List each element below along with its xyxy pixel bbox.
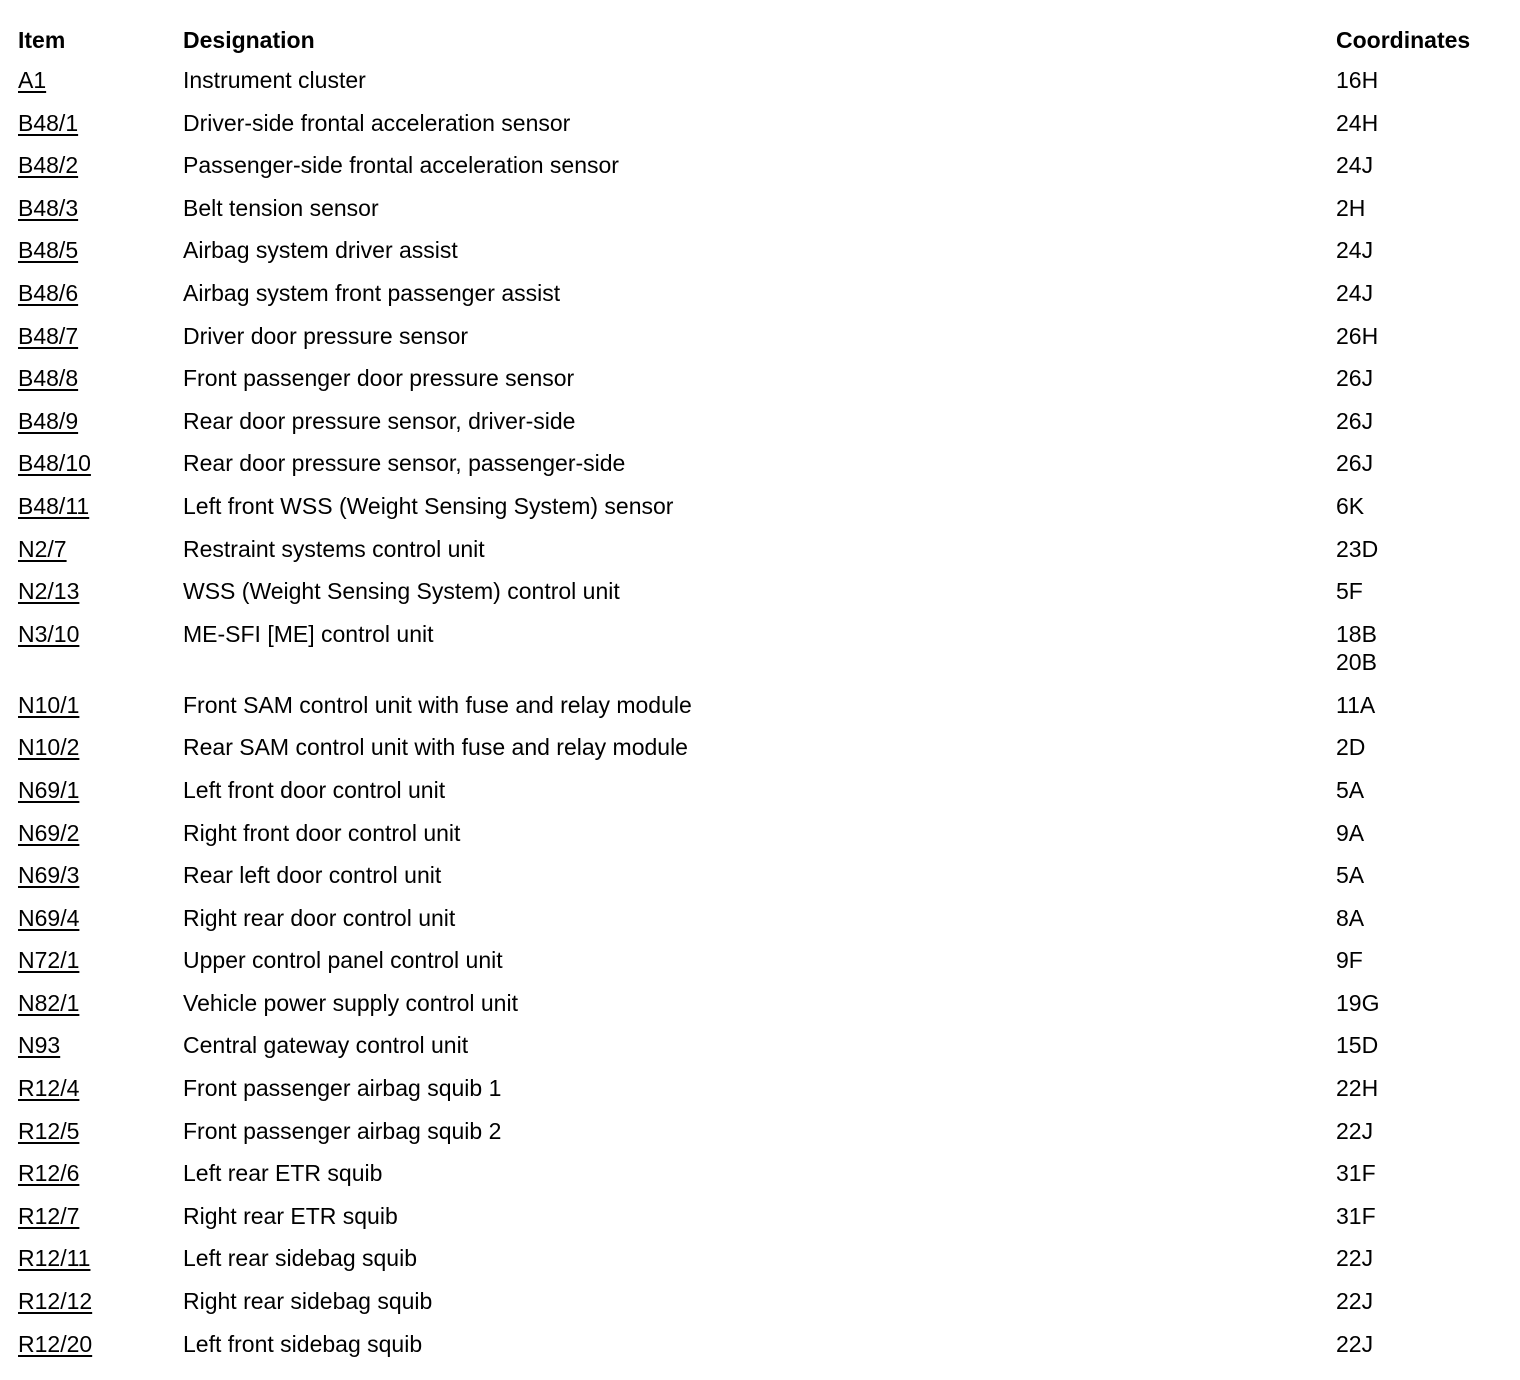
- item-cell: [18, 1155, 79, 1191]
- item-link[interactable]: N10/2: [18, 734, 80, 761]
- coordinates-cell: [1336, 687, 1375, 719]
- item-link[interactable]: A1: [18, 67, 47, 93]
- coordinate-value: 26J: [1336, 407, 1374, 434]
- item-link[interactable]: B48/9: [18, 407, 79, 434]
- designation-cell: Rear door pressure sensor, passenger-side: [183, 450, 626, 477]
- item-link[interactable]: N69/4: [18, 904, 80, 931]
- coordinates-cell: [1336, 573, 1363, 605]
- coordinate-value: 22J: [1336, 1288, 1374, 1315]
- table-row: [18, 942, 1498, 985]
- designation-cell: Driver door pressure sensor: [183, 322, 469, 349]
- item-cell: [18, 1027, 60, 1063]
- item-cell: [18, 1326, 92, 1362]
- coordinates-cell: [1336, 360, 1373, 392]
- table-row: [18, 1198, 1498, 1241]
- coordinate-value: 9A: [1336, 819, 1365, 846]
- coordinate-value: 31F: [1336, 1202, 1376, 1229]
- coordinates-cell: [1336, 488, 1364, 520]
- coordinates-cell: [1336, 531, 1378, 563]
- header-coordinates: Coordinates: [1336, 27, 1471, 53]
- item-link[interactable]: R12/20: [18, 1330, 93, 1357]
- coordinate-value: 22J: [1336, 1330, 1374, 1357]
- item-link[interactable]: N82/1: [18, 989, 80, 1016]
- coordinates-cell: [1336, 985, 1379, 1017]
- item-cell: [18, 1113, 79, 1149]
- table-row: [18, 815, 1498, 858]
- item-link[interactable]: N69/3: [18, 862, 80, 889]
- designation-cell: Airbag system front passenger assist: [183, 279, 561, 306]
- coordinates-cell: [1336, 403, 1373, 435]
- coordinate-value: 24H: [1336, 109, 1379, 136]
- item-link[interactable]: B48/1: [18, 109, 79, 136]
- header-designation: Designation: [183, 27, 315, 53]
- item-cell: [18, 616, 79, 652]
- table-row: [18, 1326, 1498, 1369]
- item-link[interactable]: R12/5: [18, 1117, 80, 1144]
- item-cell: [18, 62, 46, 98]
- table-row: [18, 318, 1498, 361]
- coordinates-cell: [1336, 1198, 1376, 1230]
- coordinate-value: 31F: [1336, 1160, 1376, 1187]
- item-cell: [18, 105, 78, 141]
- table-row: [18, 857, 1498, 900]
- table-row: [18, 403, 1498, 446]
- designation-cell: Central gateway control unit: [183, 1032, 469, 1059]
- coordinate-value: 20B: [1336, 648, 1377, 675]
- coordinates-cell: [1336, 942, 1363, 974]
- coordinates-cell: [1336, 729, 1365, 761]
- designation-cell: Right rear sidebag squib: [183, 1288, 433, 1315]
- coordinate-value: 6K: [1336, 492, 1365, 519]
- designation-cell: Airbag system driver assist: [183, 237, 458, 264]
- table-row: [18, 1155, 1498, 1198]
- item-link[interactable]: N69/2: [18, 819, 80, 846]
- designation-cell: Restraint systems control unit: [183, 535, 485, 562]
- designation-cell: Rear SAM control unit with fuse and relay module: [183, 734, 688, 761]
- designation-cell: Front SAM control unit with fuse and relay module: [183, 691, 692, 718]
- item-cell: [18, 445, 91, 481]
- coordinate-value: 24J: [1336, 152, 1374, 179]
- item-cell: [18, 1240, 90, 1276]
- table-row: [18, 360, 1498, 403]
- coordinates-cell: [1336, 815, 1364, 847]
- coordinate-value: 22J: [1336, 1245, 1374, 1272]
- item-link[interactable]: B48/7: [18, 322, 79, 349]
- designation-cell: Left front WSS (Weight Sensing System) sensor: [183, 492, 674, 519]
- table-row: [18, 488, 1498, 531]
- item-cell: [18, 985, 79, 1021]
- table-row: [18, 900, 1498, 943]
- designation-cell: Upper control panel control unit: [183, 947, 503, 974]
- table-row: [18, 616, 1498, 687]
- coordinate-value: 22H: [1336, 1075, 1379, 1102]
- coordinates-cell: [1336, 190, 1365, 222]
- designation-cell: Passenger-side frontal acceleration sensor: [183, 152, 619, 179]
- item-cell: [18, 942, 79, 978]
- coordinate-value: 26J: [1336, 450, 1374, 477]
- designation-cell: Front passenger door pressure sensor: [183, 365, 575, 392]
- coordinate-value: 2D: [1336, 734, 1366, 761]
- item-cell: [18, 488, 89, 524]
- designation-cell: Instrument cluster: [183, 67, 366, 93]
- item-link[interactable]: N3/10: [18, 620, 80, 647]
- item-cell: [18, 573, 79, 609]
- table-row: [18, 1027, 1498, 1070]
- coordinates-cell: [1336, 318, 1378, 350]
- designation-cell: Right rear ETR squib: [183, 1202, 398, 1229]
- coordinates-cell: [1336, 147, 1373, 179]
- item-cell: [18, 729, 79, 765]
- coordinate-value: 9F: [1336, 947, 1363, 974]
- item-cell: [18, 275, 78, 311]
- item-link[interactable]: B48/10: [18, 450, 91, 477]
- coordinates-cell: [1336, 1113, 1373, 1145]
- coordinate-value: 18B: [1336, 620, 1377, 647]
- item-link[interactable]: R12/4: [18, 1075, 80, 1102]
- coordinate-value: 23D: [1336, 535, 1379, 562]
- coordinates-cell: [1336, 900, 1364, 932]
- item-link[interactable]: R12/7: [18, 1202, 80, 1229]
- item-cell: [18, 1283, 92, 1319]
- component-legend-table: [18, 22, 1498, 1368]
- designation-cell: ME-SFI [ME] control unit: [183, 620, 434, 647]
- designation-cell: Vehicle power supply control unit: [183, 989, 518, 1016]
- item-cell: [18, 687, 79, 723]
- table-row: [18, 190, 1498, 233]
- item-link[interactable]: N2/7: [18, 535, 67, 562]
- designation-cell: Left front door control unit: [183, 776, 446, 803]
- item-link[interactable]: N2/13: [18, 578, 80, 605]
- coordinates-cell: [1336, 445, 1373, 477]
- table-header: [18, 22, 1498, 62]
- table-row: [18, 1070, 1498, 1113]
- coordinate-value: 2H: [1336, 194, 1366, 221]
- item-cell: [18, 815, 79, 851]
- table-row: [18, 62, 1498, 105]
- designation-cell: Right front door control unit: [183, 819, 461, 846]
- item-link[interactable]: B48/6: [18, 279, 79, 306]
- coordinate-value: 15D: [1336, 1032, 1379, 1059]
- coordinate-value: 26J: [1336, 365, 1374, 392]
- table-row: [18, 1283, 1498, 1326]
- coordinates-cell: [1336, 1155, 1376, 1187]
- item-cell: [18, 1198, 79, 1234]
- coordinates-cell: [1336, 62, 1378, 94]
- table-row: [18, 985, 1498, 1028]
- item-cell: [18, 857, 79, 893]
- designation-cell: Left rear sidebag squib: [183, 1245, 417, 1272]
- coordinate-value: 5A: [1336, 776, 1365, 803]
- table-row: [18, 687, 1498, 730]
- designation-cell: Left rear ETR squib: [183, 1160, 383, 1187]
- table-row: [18, 445, 1498, 488]
- item-link[interactable]: R12/6: [18, 1160, 80, 1187]
- item-link[interactable]: R12/11: [18, 1245, 91, 1272]
- item-cell: [18, 190, 78, 226]
- coordinates-cell: [1336, 275, 1373, 307]
- coordinates-cell: [1336, 857, 1364, 889]
- designation-cell: Rear door pressure sensor, driver-side: [183, 407, 576, 434]
- item-link[interactable]: N93: [18, 1032, 61, 1059]
- coordinates-cell: [1336, 616, 1377, 676]
- item-cell: [18, 900, 79, 936]
- coordinates-cell: [1336, 232, 1373, 264]
- designation-cell: Driver-side frontal acceleration sensor: [183, 109, 571, 136]
- table-row: [18, 573, 1498, 616]
- coordinate-value: 5A: [1336, 862, 1365, 889]
- table-body: [18, 62, 1498, 1368]
- coordinates-cell: [1336, 1283, 1373, 1315]
- coordinate-value: 26H: [1336, 322, 1379, 349]
- item-link[interactable]: N72/1: [18, 947, 80, 974]
- table-row: [18, 729, 1498, 772]
- item-cell: [18, 232, 78, 268]
- item-link[interactable]: B48/5: [18, 237, 79, 264]
- designation-cell: WSS (Weight Sensing System) control unit: [183, 578, 620, 605]
- table-row: [18, 531, 1498, 574]
- table-row: [18, 232, 1498, 275]
- item-cell: [18, 772, 79, 808]
- coordinates-cell: [1336, 1070, 1378, 1102]
- table-row: [18, 1113, 1498, 1156]
- table-row: [18, 147, 1498, 190]
- item-link[interactable]: R12/12: [18, 1288, 93, 1315]
- item-link[interactable]: B48/8: [18, 365, 79, 392]
- item-link[interactable]: N10/1: [18, 691, 80, 718]
- coordinates-cell: [1336, 105, 1378, 137]
- coordinates-cell: [1336, 772, 1364, 804]
- designation-cell: Right rear door control unit: [183, 904, 456, 931]
- coordinates-cell: [1336, 1326, 1373, 1358]
- coordinates-cell: [1336, 1027, 1378, 1059]
- item-cell: [18, 147, 78, 183]
- coordinate-value: 8A: [1336, 904, 1365, 931]
- coordinate-value: 5F: [1336, 578, 1363, 605]
- coordinates-cell: [1336, 1240, 1373, 1272]
- header-item: Item: [18, 27, 66, 53]
- item-link[interactable]: B48/3: [18, 194, 79, 221]
- designation-cell: Belt tension sensor: [183, 194, 379, 221]
- coordinate-value: 24J: [1336, 279, 1374, 306]
- item-link[interactable]: B48/11: [18, 492, 90, 519]
- item-cell: [18, 318, 78, 354]
- coordinate-value: 16H: [1336, 67, 1379, 93]
- coordinate-value: 24J: [1336, 237, 1374, 264]
- designation-cell: Rear left door control unit: [183, 862, 442, 889]
- coordinate-value: 11A: [1336, 691, 1376, 718]
- designation-cell: Left front sidebag squib: [183, 1330, 423, 1357]
- item-link[interactable]: N69/1: [18, 776, 80, 803]
- table-row: [18, 275, 1498, 318]
- item-cell: [18, 1070, 79, 1106]
- table-row: [18, 105, 1498, 148]
- table-row: [18, 772, 1498, 815]
- item-cell: [18, 360, 78, 396]
- coordinate-value: 22J: [1336, 1117, 1374, 1144]
- table-row: [18, 1240, 1498, 1283]
- designation-cell: Front passenger airbag squib 1: [183, 1075, 502, 1102]
- designation-cell: Front passenger airbag squib 2: [183, 1117, 502, 1144]
- item-cell: [18, 531, 67, 567]
- coordinate-value: 19G: [1336, 989, 1380, 1016]
- item-link[interactable]: B48/2: [18, 152, 79, 179]
- item-cell: [18, 403, 78, 439]
